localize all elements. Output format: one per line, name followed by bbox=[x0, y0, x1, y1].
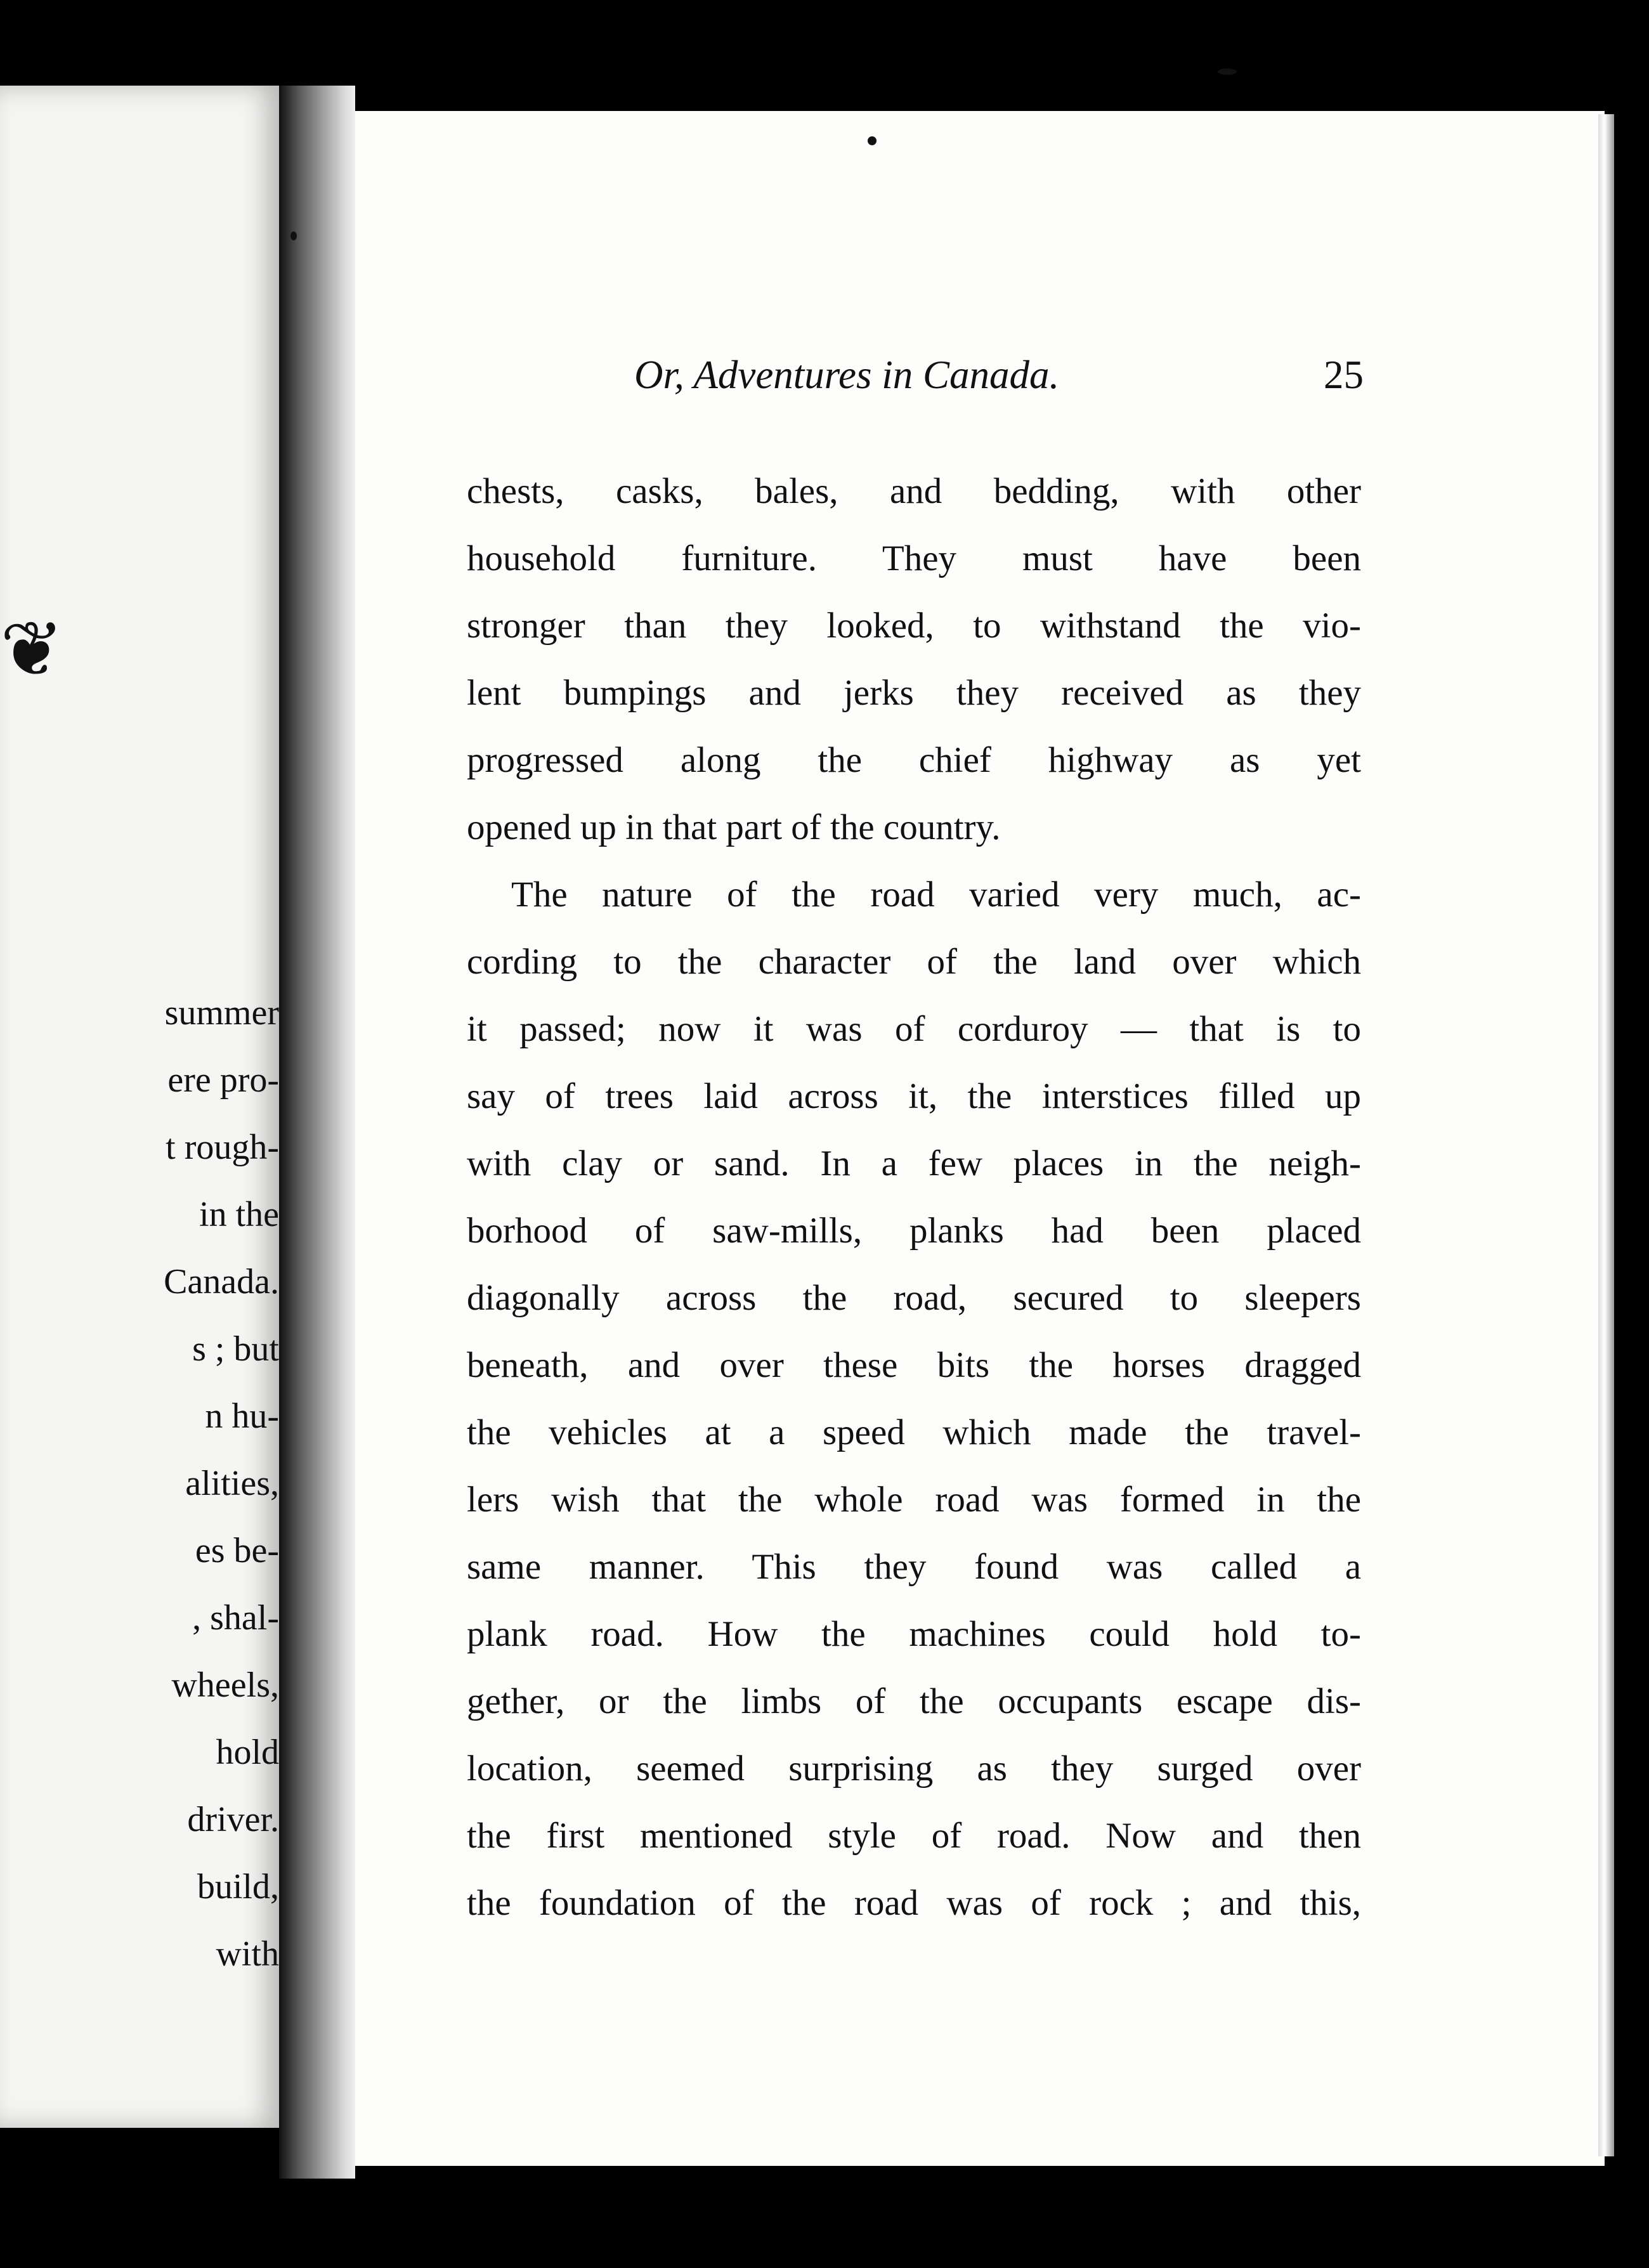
text-line: beneath, and over these bits the horses dragged bbox=[467, 1345, 1361, 1385]
left-line: hold bbox=[216, 1733, 279, 1772]
left-line: Canada. bbox=[164, 1262, 279, 1301]
text-line: the first mentioned style of road. Now and then bbox=[467, 1816, 1361, 1856]
left-line: driver. bbox=[187, 1800, 279, 1839]
text-line: progressed along the chief highway as yet bbox=[467, 740, 1361, 780]
text-line: with clay or sand. In a few places in the neigh- bbox=[467, 1144, 1361, 1183]
text-line: chests, casks, bales, and bedding, with other bbox=[467, 471, 1361, 511]
text-line: diagonally across the road, secured to sleepers bbox=[467, 1278, 1361, 1318]
left-line: t rough- bbox=[166, 1128, 279, 1167]
ink-speck bbox=[868, 136, 877, 145]
text-line: lent bumpings and jerks they received as they bbox=[467, 673, 1361, 713]
text-line: stronger than they looked, to withstand the vio- bbox=[467, 606, 1361, 646]
ink-speck bbox=[1218, 68, 1237, 75]
left-page bbox=[0, 86, 279, 2128]
text-line: gether, or the limbs of the occupants escape dis- bbox=[467, 1681, 1361, 1721]
text-line: the vehicles at a speed which made the travel- bbox=[467, 1412, 1361, 1452]
text-line: say of trees laid across it, the interstices filled up bbox=[467, 1076, 1361, 1116]
text-line: household furniture. They must have been bbox=[467, 538, 1361, 578]
ink-speck bbox=[290, 231, 297, 240]
left-line: n hu- bbox=[205, 1397, 279, 1436]
left-line: summer bbox=[164, 993, 279, 1033]
page-edge bbox=[1598, 114, 1614, 2156]
page-number: 25 bbox=[1324, 353, 1364, 397]
left-line: build, bbox=[197, 1867, 279, 1906]
running-header bbox=[634, 352, 1364, 409]
text-line: same manner. This they found was called a bbox=[467, 1547, 1361, 1587]
text-line: cording to the character of the land over which bbox=[467, 942, 1361, 982]
left-line: in the bbox=[199, 1195, 279, 1234]
left-line: ere pro- bbox=[167, 1060, 279, 1100]
book-gutter bbox=[279, 86, 355, 2179]
text-line: borhood of saw-mills, planks had been placed bbox=[467, 1211, 1361, 1251]
text-line: lers wish that the whole road was formed in the bbox=[467, 1480, 1361, 1520]
running-title: Or, Adventures in Canada. bbox=[634, 353, 1060, 397]
left-line: with bbox=[216, 1934, 279, 1974]
left-line: wheels, bbox=[171, 1665, 279, 1705]
ornament-icon: ❦ bbox=[0, 608, 64, 692]
left-line: s ; but bbox=[192, 1329, 279, 1369]
text-line: the foundation of the road was of rock ; and this, bbox=[467, 1883, 1361, 1923]
left-line: , shal- bbox=[192, 1598, 279, 1638]
text-line: plank road. How the machines could hold to- bbox=[467, 1614, 1361, 1654]
text-line: it passed; now it was of corduroy — that is to bbox=[467, 1009, 1361, 1049]
text-line: The nature of the road varied very much, ac- bbox=[511, 875, 1361, 915]
left-line: es be- bbox=[195, 1531, 279, 1570]
text-line: location, seemed surprising as they surged over bbox=[467, 1749, 1361, 1789]
text-line: opened up in that part of the country. bbox=[467, 807, 1001, 847]
left-line: alities, bbox=[185, 1464, 279, 1503]
